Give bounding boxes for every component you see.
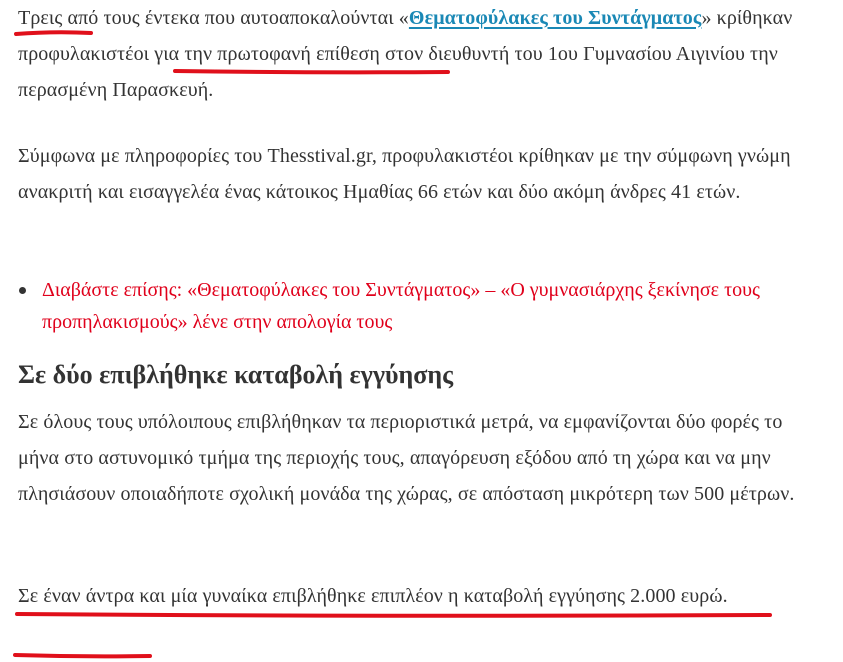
paragraph-intro bbox=[18, 0, 808, 108]
paragraph-bail: Σε έναν άντρα και μία γυναίκα επιβλήθηκε επιπλέον η καταβολή εγγύησης 2.000 ευρώ. bbox=[18, 585, 728, 607]
annotation-underline-bail-line2 bbox=[12, 650, 154, 660]
paragraph-measures: Σε όλους τους υπόλοιπους επιβλήθηκαν τα περιοριστικά μετρά, να εμφανίζονται δύο φορές το μήνα στο αστυνομικό τμήμα της περιοχής τους, απαγόρευση εξόδου από τη χώρα και να μην πλησιάσουν οποιαδήποτε σχολική μονάδα της χώρας, σε απόσταση μικρότερη των 500 μέτρων. bbox=[18, 411, 795, 505]
section-heading: Σε δύο επιβλήθηκε καταβολή εγγύησης bbox=[18, 360, 454, 389]
related-articles bbox=[18, 274, 808, 338]
guardians-link[interactable]: Θεματοφύλακες του Συντάγματος bbox=[408, 7, 702, 29]
bullet-icon bbox=[19, 287, 26, 294]
related-list bbox=[18, 274, 808, 338]
intro-text-before: Τρεις από τους έντεκα που αυτοαποκαλούνται « bbox=[18, 7, 409, 29]
paragraph-source: Σύμφωνα με πληροφορίες του Thesstival.gr, προφυλακιστέοι κρίθηκαν με την σύμφωνη γνώμη ανακριτή και εισαγγελέα ένας κάτοικος Ημαθίας 66 ετών και δύο ακόμη άνδρες 41 ετών. bbox=[18, 145, 791, 203]
intro-text-after: » κρίθηκαν προφυλακιστέοι για την πρωτοφανή επίθεση στον διευθυντή του 1ου Γυμνασίου Αιγινίου την περασμένη Παρασκευή. bbox=[18, 7, 793, 101]
related-link[interactable]: Διαβάστε επίσης: «Θεματοφύλακες του Συντάγματος» – «Ο γυμνασιάρχης ξεκίνησε τους προπηλακισμούς» λένε στην απολογία τους bbox=[42, 279, 760, 333]
related-item bbox=[42, 274, 808, 338]
